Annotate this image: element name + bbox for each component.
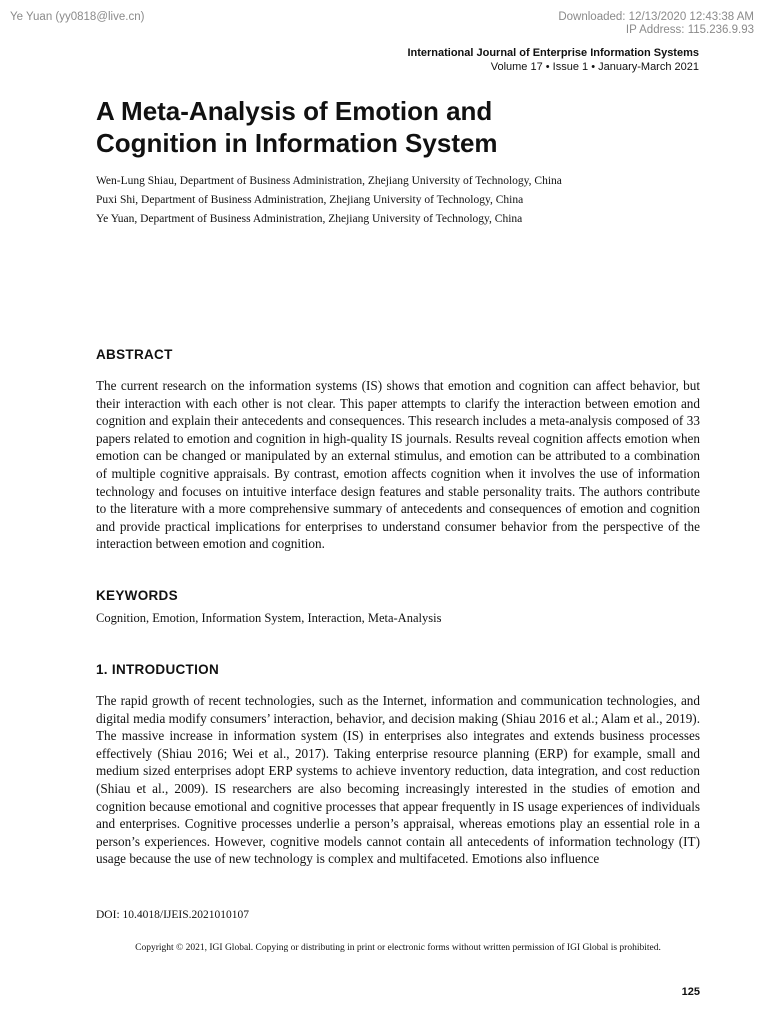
author-affiliation: Wen-Lung Shiau, Department of Business Administration, Zhejiang University of Technology, China xyxy=(96,175,562,187)
journal-header xyxy=(407,46,699,74)
doi: DOI: 10.4018/IJEIS.2021010107 xyxy=(96,909,250,921)
watermark-ip: IP Address: 115.236.9.93 xyxy=(625,24,754,36)
paper-title-line-2: Cognition in Information System xyxy=(96,128,498,158)
abstract-heading: ABSTRACT xyxy=(96,347,173,362)
author-affiliation: Puxi Shi, Department of Business Administration, Zhejiang University of Technology, China xyxy=(96,194,524,206)
copyright-notice: Copyright © 2021, IGI Global. Copying or distributing in print or electronic forms without written permission of IGI Global is prohibited. xyxy=(135,943,661,953)
introduction-text: The rapid growth of recent technologies, such as the Internet, information and communication technologies, and digital media modify consumers’ interaction, behavior, and decision making (Shiau 2016 et al.; Alam et al., 2019). The massive increase in information system (IS) in enterprises also integrates and extends business processes effectively (Shiau 2016; Wei et al., 2017). Taking enterprise resource planning (ERP) for example, small and medium sized enterprises adopt ERP systems to achieve inventory reduction, data integration, and cost reduction (Shiau et al., 2009). IS researchers are also becoming increasingly interested in the studies of emotion and cognition because emotional and cognitive processes that appear frequently in IS usage experiences of individuals and enterprises. Cognitive processes underlie a person’s appraisal, whereas emotions play an essential role in a person’s experiences. However, cognitive models cannot contain all antecedents of information technology (IT) usage because the use of new technology is complex and multifaceted. Emotions also influence xyxy=(96,693,700,867)
watermark-user: Ye Yuan (yy0818@live.cn) xyxy=(10,11,145,23)
page-number: 125 xyxy=(681,986,700,998)
author-affiliation: Ye Yuan, Department of Business Administration, Zhejiang University of Technology, China xyxy=(96,213,523,225)
abstract-text: The current research on the information systems (IS) shows that emotion and cognition can affect behavior, but their interaction with each other is not clear. This paper attempts to clarify the interaction between emotion and cognition and explain their antecedents and consequences. This research includes a meta-analysis composed of 33 papers related to emotion and cognition in high-quality IS journals. Results reveal cognition affects emotion when emotion can be changed or manipulated by an external stimulus, and emotion can be attributed to a combination of multiple cognitive appraisals. By contrast, emotion affects cognition when it involves the use of information technology and focuses on intuitive interface design features and stable personality traits. The authors contribute to the literature with a more comprehensive summary of antecedents and consequences of emotion and cognition and provide practical implications for enterprises to understand consumer behavior from the perspective of the interaction between emotion and cognition. xyxy=(96,378,700,552)
watermark-downloaded: Downloaded: 12/13/2020 12:43:38 AM xyxy=(558,11,754,23)
keywords-text: Cognition, Emotion, Information System, Interaction, Meta-Analysis xyxy=(96,611,442,625)
paper-title-line-1: A Meta-Analysis of Emotion and xyxy=(96,96,493,126)
paper-title xyxy=(96,95,498,159)
keywords-heading: KEYWORDS xyxy=(96,588,178,603)
introduction-heading: 1. INTRODUCTION xyxy=(96,662,220,677)
journal-issue: Volume 17 • Issue 1 • January-March 2021 xyxy=(490,61,699,73)
author-list xyxy=(96,172,562,229)
journal-name: International Journal of Enterprise Information Systems xyxy=(407,47,699,59)
watermark-download-info xyxy=(558,11,754,37)
